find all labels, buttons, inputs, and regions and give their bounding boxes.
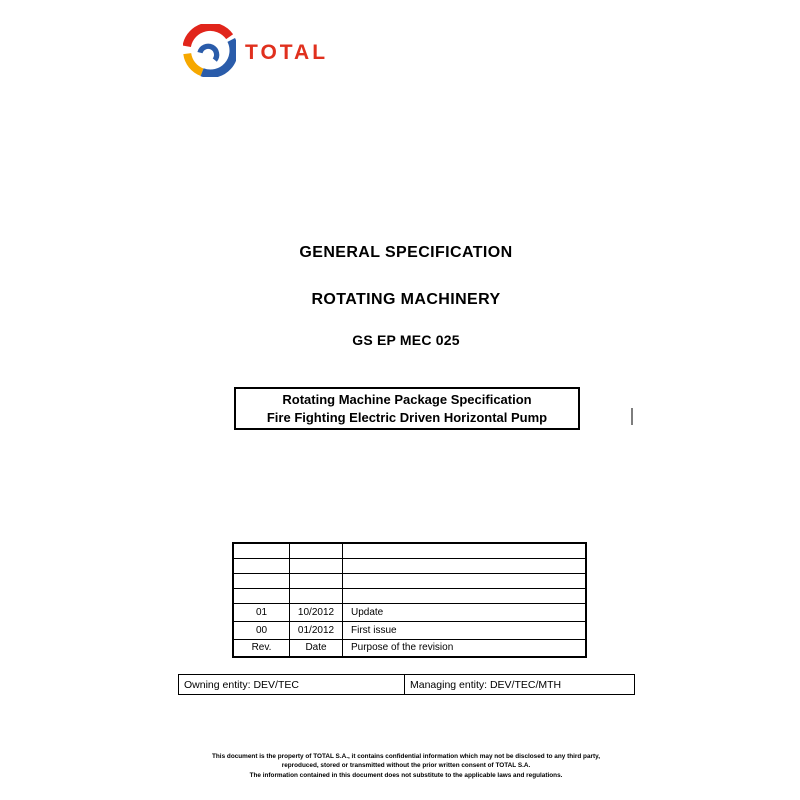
revision-row-empty bbox=[233, 558, 586, 573]
document-title-box bbox=[234, 387, 580, 430]
confidentiality-line-2: reproduced, stored or transmitted without the prior written consent of TOTAL S.A. bbox=[281, 762, 531, 770]
revision-cell bbox=[290, 573, 343, 588]
revision-cell bbox=[233, 558, 290, 573]
confidentiality-notice bbox=[106, 752, 706, 780]
revision-purpose-cell: First issue bbox=[343, 621, 587, 639]
revision-rev-header: Rev. bbox=[233, 639, 290, 657]
revision-date-cell: 10/2012 bbox=[290, 603, 343, 621]
managing-entity-cell: Managing entity: DEV/TEC/MTH bbox=[405, 675, 635, 695]
entity-row bbox=[179, 675, 635, 695]
revision-purpose-header: Purpose of the revision bbox=[343, 639, 587, 657]
revision-purpose-cell: Update bbox=[343, 603, 587, 621]
revision-change-bar bbox=[631, 408, 633, 425]
revision-row-00 bbox=[233, 621, 586, 639]
revision-row-empty bbox=[233, 573, 586, 588]
revision-cell bbox=[290, 543, 343, 558]
revision-row-empty bbox=[233, 588, 586, 603]
revision-row-empty bbox=[233, 543, 586, 558]
revision-cell bbox=[343, 573, 587, 588]
owning-entity-cell: Owning entity: DEV/TEC bbox=[179, 675, 405, 695]
revision-cell bbox=[233, 573, 290, 588]
doc-code-heading: GS EP MEC 025 bbox=[352, 332, 460, 348]
revision-cell bbox=[290, 558, 343, 573]
confidentiality-line-3: The information contained in this document does not substitute to the applicable laws and regulations. bbox=[249, 771, 563, 779]
revision-cell bbox=[343, 588, 587, 603]
revision-date-cell: 01/2012 bbox=[290, 621, 343, 639]
document-title-line-2: Fire Fighting Electric Driven Horizontal Pump bbox=[266, 410, 548, 425]
total-logo-text: TOTAL bbox=[245, 40, 329, 64]
total-logo bbox=[183, 24, 328, 77]
revision-cell bbox=[343, 543, 587, 558]
document-title-line-1: Rotating Machine Package Specification bbox=[282, 392, 532, 407]
revision-rev-cell: 00 bbox=[233, 621, 290, 639]
revision-date-header: Date bbox=[290, 639, 343, 657]
revision-header-row bbox=[233, 639, 586, 657]
confidentiality-line-1: This document is the property of TOTAL S.A., it contains confidential information which may not be disclosed to any third party, bbox=[212, 753, 600, 760]
revision-cell bbox=[233, 543, 290, 558]
total-globe-icon bbox=[183, 24, 236, 77]
revision-table bbox=[232, 542, 587, 658]
revision-cell bbox=[290, 588, 343, 603]
entity-table bbox=[178, 674, 635, 695]
revision-cell bbox=[233, 588, 290, 603]
rotating-machinery-heading: ROTATING MACHINERY bbox=[311, 291, 501, 308]
revision-row-01 bbox=[233, 603, 586, 621]
revision-cell bbox=[343, 558, 587, 573]
revision-rev-cell: 01 bbox=[233, 603, 290, 621]
general-specification-heading: GENERAL SPECIFICATION bbox=[299, 244, 513, 261]
